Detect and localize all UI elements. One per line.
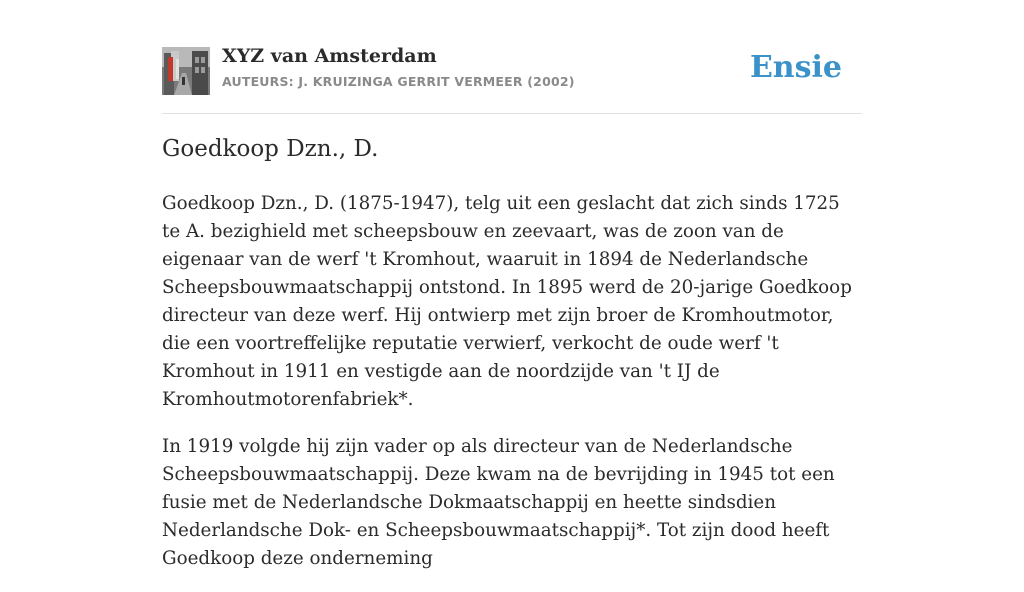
book-avatar[interactable] — [162, 47, 210, 95]
book-header — [162, 0, 862, 114]
ensie-logo[interactable]: Ensie — [749, 50, 842, 85]
entry-paragraph: Goedkoop Dzn., D. (1875-1947), telg uit een geslacht dat zich sinds 1725 te A. bezighield met scheepsbouw en zeevaart, was de zoon van de eigenaar van de werf 't Kromhout, waaruit in 1894 de Nederlandsche Scheepsbouwmaatschappij ontstond. In 1895 werd de 20-jarige Goedkoop directeur van deze werf. Hij ontwierp met zijn broer de Kromhoutmotor, die een voortreffelijke reputatie verwierf, verkocht de oude werf 't Kromhout in 1911 en vestigde aan de noordzijde van 't IJ de Kromhoutmotorenfabriek*. — [162, 193, 852, 410]
book-authors: AUTEURS: J. KRUIZINGA GERRIT VERMEER (2002) — [222, 74, 575, 89]
book-title[interactable]: XYZ van Amsterdam — [222, 45, 437, 67]
street-photo-icon — [162, 47, 210, 95]
entry-paragraph: In 1919 volgde hij zijn vader op als directeur van de Nederlandsche Scheepsbouwmaatschappij. Deze kwam na de bevrijding in 1945 tot een fusie met de Nederlandsche Dokmaatschappij en heette sindsdien Nederlandsche Dok- en Scheepsbouwmaatschappij*. Tot zijn dood heeft Goedkoop deze onderneming — [162, 436, 835, 569]
entry-body — [162, 190, 862, 592]
entry-title: Goedkoop Dzn., D. — [162, 136, 379, 162]
content-container — [162, 0, 862, 569]
